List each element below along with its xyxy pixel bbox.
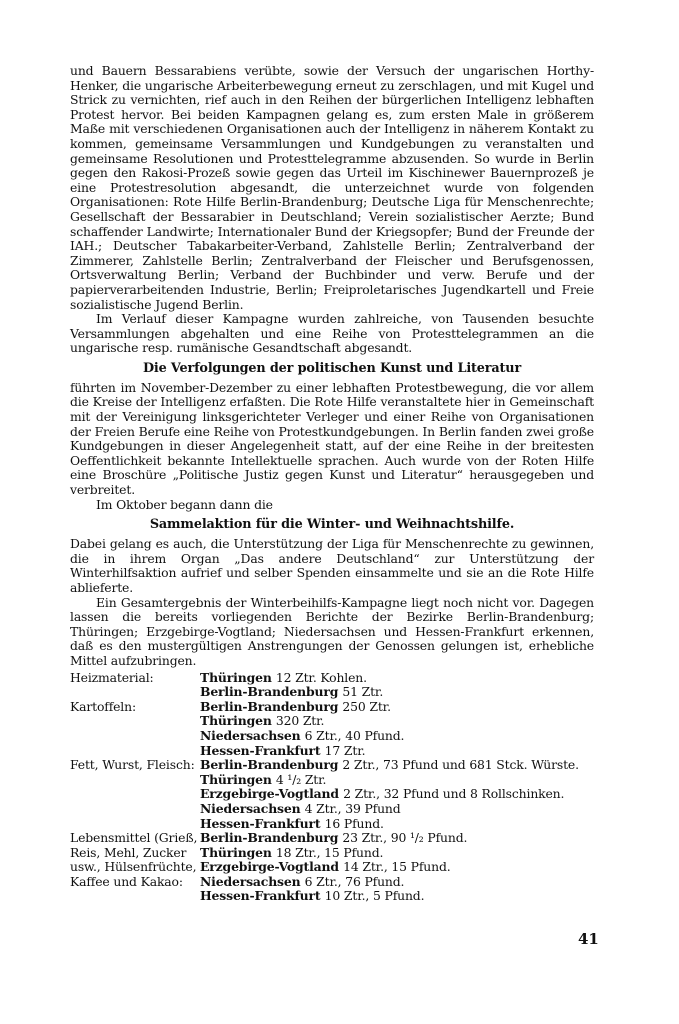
supply-entry (200, 758, 594, 773)
supply-entry (200, 846, 594, 861)
supply-region: Niedersachsen (200, 873, 301, 889)
body-paragraph: Ein Gesamtergebnis der Winterbeihilfs-Kampagne liegt noch nicht vor. Dagegen lassen die bereits vorliegenden Berichte der Bezirke Berlin-Brandenburg; Thüringen; Erzgebirge-Vogtland; Niedersachsen und Hessen-Frankfurt erkennen, daß es den mustergültigen Anstrengungen der Genossen gelungen ist, erhebliche Mittel aufzubringen. (70, 594, 594, 668)
body-paragraph: Im Oktober begann dann die (96, 496, 273, 512)
supply-amount: 6 Ztr., 76 Pfund. (304, 873, 405, 889)
supply-amount: 14 Ztr., 15 Pfund. (343, 859, 451, 875)
supply-amount: 4 Ztr., 39 Pfund (304, 800, 401, 816)
supply-region: Thüringen (200, 669, 272, 685)
supply-entry (200, 773, 594, 788)
supply-entry (200, 860, 594, 875)
supply-category-label: Fett, Wurst, Fleisch: (70, 757, 195, 773)
supply-group (70, 671, 594, 700)
section-heading: Die Verfolgungen der politischen Kunst und Literatur (142, 360, 522, 376)
section-heading: Sammelaktion für die Winter- und Weihnachtshilfe. (149, 517, 515, 533)
supply-entry (200, 875, 594, 890)
supply-entry (200, 817, 594, 832)
supply-entry (200, 700, 594, 715)
supply-entry (200, 831, 594, 846)
supply-category-label: Kartoffeln: (70, 698, 136, 714)
supply-group (70, 700, 594, 758)
body-paragraph: Im Verlauf dieser Kampagne wurden zahlreiche, von Tausenden besuchte Versammlungen abgehalten und eine Reihe von Protesttelegrammen an die ungarische resp. rumänische Gesandtschaft abgesandt. (70, 311, 594, 356)
document-page (70, 64, 594, 904)
supply-entry (200, 671, 594, 686)
supply-region: Berlin-Brandenburg (200, 684, 339, 700)
supply-category-label: Lebensmittel (Grieß, Reis, Mehl, Zucker usw., Hülsenfrüchte, Kaffee und Kakao: (70, 830, 198, 889)
supply-amount: 4 ¹/₂ Ztr. (275, 771, 327, 787)
supply-entry (200, 802, 594, 817)
supply-amount: 320 Ztr. (275, 713, 325, 729)
supply-amount: 51 Ztr. (342, 684, 384, 700)
supply-region: Thüringen (200, 771, 272, 787)
supply-entry (200, 714, 594, 729)
supply-region: Erzgebirge-Vogtland (200, 786, 339, 802)
supply-category-label: Heizmaterial: (70, 669, 154, 685)
supply-amount: 16 Pfund. (324, 815, 384, 831)
supply-region: Erzgebirge-Vogtland (200, 859, 339, 875)
supply-entries (200, 671, 594, 700)
supply-entry (200, 787, 594, 802)
supply-group (70, 758, 594, 831)
supply-entry (200, 685, 594, 700)
supply-amount: 12 Ztr. Kohlen. (275, 669, 367, 685)
supply-amount: 18 Ztr., 15 Pfund. (275, 844, 384, 860)
supply-region: Hessen-Frankfurt (200, 742, 321, 758)
supply-region: Niedersachsen (200, 800, 301, 816)
supply-region: Hessen-Frankfurt (200, 888, 321, 904)
supply-region: Niedersachsen (200, 727, 301, 743)
supply-group (70, 831, 594, 904)
supply-entries (200, 831, 594, 904)
supply-entries (200, 700, 594, 758)
supply-amount: 250 Ztr. (342, 698, 391, 714)
supply-entry (200, 744, 594, 759)
supply-entry (200, 729, 594, 744)
supply-entry (200, 889, 594, 904)
body-paragraph: Dabei gelang es auch, die Unterstützung der Liga für Menschenrechte zu gewinnen, die in ihrem Organ „Das andere Deutschland“ zur Unterstützung der Winterhilfsaktion aufrief und selber Spenden einsammelte und sie an die Rote Hilfe ablieferte. (70, 536, 594, 595)
body-paragraph: und Bauern Bessarabiens verübte, sowie der Versuch der ungarischen Horthy-Henker, die ungarische Arbeiterbewegung erneut zu zerschlagen, und mit Kugel und Strick zu vernichten, rief auch in den Reihen der bürgerlichen Intelligenz lebhaften Protest hervor. Bei beiden Kampagnen gelang es, zum ersten Male in größerem Maße mit verschiedenen Organisationen auch der Intelligenz in näherem Kontakt zu kommen, gemeinsame Versammlungen und Kundgebungen zu veranstalten und gemeinsame Resolutionen und Protesttelegramme abzusenden. So wurde in Berlin gegen den Rakosi-Prozeß sowie gegen das Urteil im Kischinewer Bauernprozeß je eine Protestresolution abgesandt, die unterzeichnet wurde von folgenden Organisationen: Rote Hilfe Berlin-Brandenburg; Deutsche Liga für Menschenrechte; Gesellschaft der Bessarabier in Deutschland; Verein sozialistischer Aerzte; Bund schaffender Landwirte; Internationaler Bund der Kriegsopfer; Bund der Freunde der IAH.; Deutscher Tabakarbeiter-Verband, Zahlstelle Berlin; Zentralverband der Zimmerer, Zahlstelle Berlin; Zentralverband der Fleischer und Berufsgenossen, Ortsverwaltung Berlin; Verband der Buchbinder und verw. Berufe und der papierverarbeitenden Industrie, Berlin; Freiproletarisches Jugendkartell und Freie sozialistische Jugend Berlin. (70, 63, 594, 312)
supply-region: Hessen-Frankfurt (200, 815, 321, 831)
supply-region: Berlin-Brandenburg (200, 830, 339, 846)
supply-amount: 17 Ztr. (324, 742, 366, 758)
supply-amount: 6 Ztr., 40 Pfund. (304, 727, 405, 743)
supply-amount: 23 Ztr., 90 ¹/₂ Pfund. (342, 830, 468, 846)
supply-amount: 2 Ztr., 32 Pfund und 8 Rollschinken. (343, 786, 565, 802)
supply-region: Berlin-Brandenburg (200, 757, 339, 773)
body-paragraph: führten im November-Dezember zu einer lebhaften Protestbewegung, die vor allem die Kreise der Intelligenz erfaßten. Die Rote Hilfe veranstaltete hier in Gemeinschaft mit der Vereinigung linksgerichteter Verleger und einer Reihe von Organisationen der Freien Berufe eine Reihe von Protestkundgebungen. In Berlin fanden zwei große Kundgebungen in dieser Angelegenheit statt, auf der eine Reihe in der breitesten Oeffentlichkeit bekannte Intellektuelle sprachen. Auch wurde von der Roten Hilfe eine Broschüre „Politische Justiz gegen Kunst und Literatur“ herausgegeben und verbreitet. (70, 379, 594, 498)
supply-amount: 10 Ztr., 5 Pfund. (324, 888, 425, 904)
page-number: 41 (578, 930, 599, 948)
supply-amount: 2 Ztr., 73 Pfund und 681 Stck. Würste. (342, 757, 579, 773)
supply-region: Thüringen (200, 844, 272, 860)
supply-list (70, 671, 594, 905)
supply-region: Berlin-Brandenburg (200, 698, 339, 714)
supply-region: Thüringen (200, 713, 272, 729)
supply-entries (200, 758, 594, 831)
